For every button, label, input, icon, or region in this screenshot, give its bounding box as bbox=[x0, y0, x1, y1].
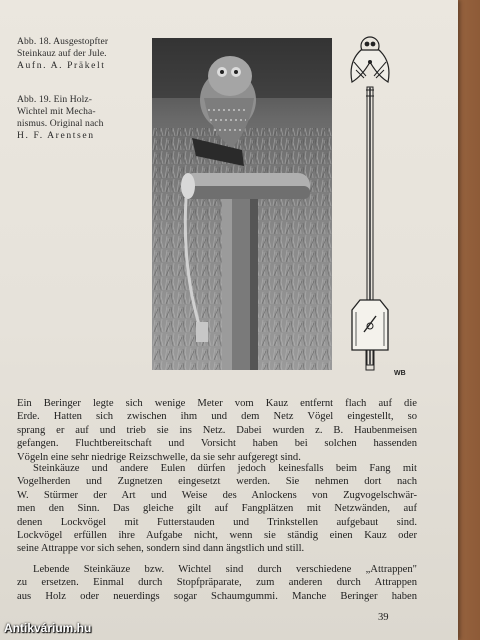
caption-figure-18 bbox=[17, 36, 108, 72]
owl-photo-image bbox=[152, 38, 332, 370]
caption-line: nismus. Original nach bbox=[17, 118, 104, 129]
wooden-owl-drawing-image bbox=[342, 32, 442, 384]
paragraph-1 bbox=[17, 397, 417, 464]
text-line: Lebende Steinkäuze bzw. Wichtel sind durch verschiedene „Attrappen" bbox=[33, 564, 417, 575]
text-line: Erde. Hatten sich zwischen ihm und dem Netz Vögel eingestellt, so bbox=[17, 411, 417, 423]
text-line: Vögeln eine sehr niedrige Reizschwelle, da sie sehr aufgeregt sind. bbox=[17, 451, 301, 463]
text-line: aus Holz oder neuerdings sogar Schaumgummi. Manche Beringer haben bbox=[17, 590, 417, 602]
paragraph-2 bbox=[17, 462, 417, 556]
caption-line: Aufn. A. Präkelt bbox=[17, 60, 106, 71]
page-number: 39 bbox=[378, 612, 389, 623]
caption-line: H. F. Arentsen bbox=[17, 130, 95, 141]
text-line: Ein Beringer legte sich wenige Meter vom Kauz entfernt flach auf die bbox=[17, 398, 417, 409]
text-line: W. Stürmer der Art und Weise des Anlockens von Zugvogelschwär- bbox=[17, 489, 417, 501]
text-line: Lockvögel erfüllen ihre Aufgabe nicht, wenn sie ständig einen Kauz oder bbox=[17, 530, 417, 542]
caption-figure-19 bbox=[17, 94, 104, 142]
wooden-owl-drawing bbox=[342, 32, 442, 384]
watermark: Antikvárium.hu bbox=[4, 621, 92, 635]
drawing-signature: WB bbox=[394, 370, 406, 377]
text-line: Steinkäuze und andere Eulen dürfen jedoch keinesfalls beim Fang mit bbox=[33, 463, 417, 474]
caption-line: Steinkauz auf der Jule. bbox=[17, 48, 107, 59]
caption-line: Abb. 18. Ausgestopfter bbox=[17, 36, 109, 47]
text-line: seine Attrappe vor sich sehen, sondern sind dann ängstlich und still. bbox=[17, 543, 305, 555]
caption-line: Wichtel mit Mecha- bbox=[17, 106, 96, 117]
paragraph-3 bbox=[17, 563, 417, 603]
caption-line: Abb. 19. Ein Holz- bbox=[17, 94, 93, 105]
text-line: gefangen. Fluchtbereitschaft und Vorsicht haben bei solchen hassenden bbox=[17, 438, 417, 450]
text-line: men den Sinn. Das gleiche gilt auf Fangplätzen mit Netzwänden, auf bbox=[17, 503, 417, 515]
text-line: sprang er auf und trieb sie ins Netz. Dabei wurden z. B. Haubenmeisen bbox=[17, 424, 417, 436]
text-line: denen Lockvögel mit Futterstauden und Trinkstellen aufgebaut sind. bbox=[17, 516, 417, 528]
text-line: zu ersetzen. Einmal durch Stopfpräparate, zum anderen durch Attrappen bbox=[17, 577, 417, 589]
owl-photo bbox=[152, 38, 332, 370]
text-line: Vogelherden und Zugnetzen eingesetzt werden. Sie nehmen dort nach bbox=[17, 476, 417, 488]
